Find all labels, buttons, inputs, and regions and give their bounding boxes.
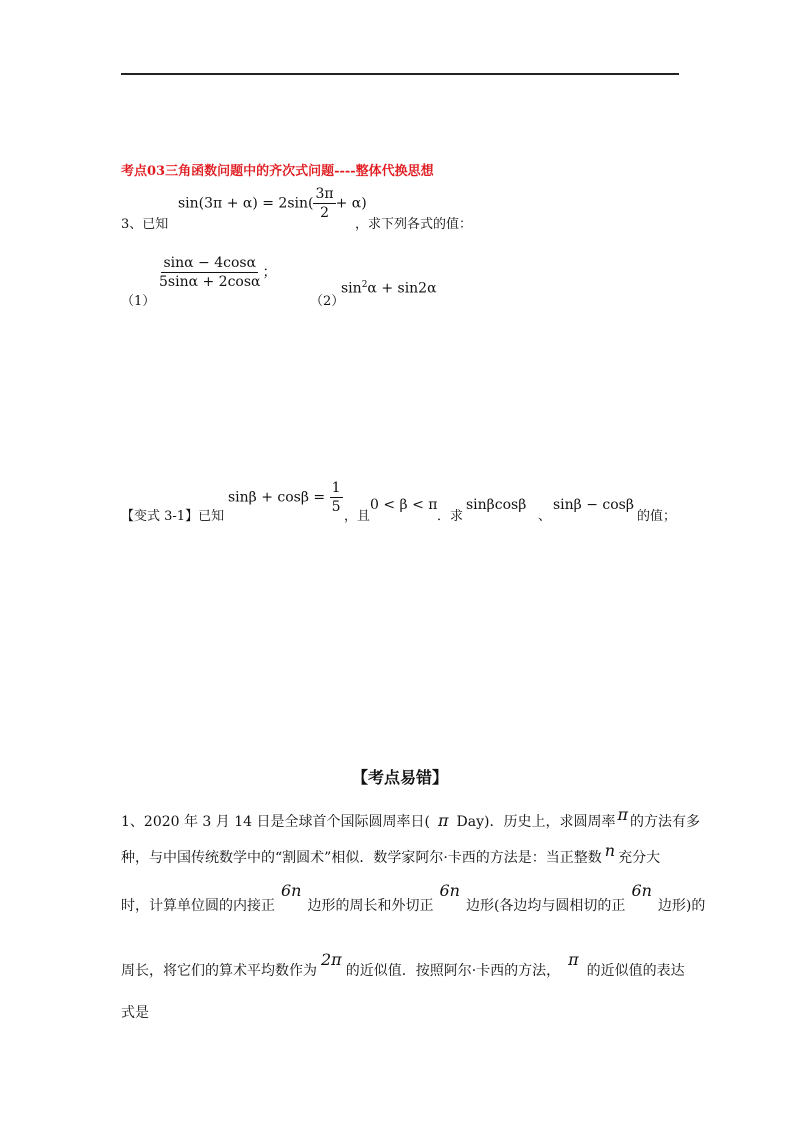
part1-tail: ；	[262, 264, 277, 281]
given-left: sin(3π + α) = 2sin(	[178, 195, 314, 212]
q1-line1-a: 1、2020 年 3 月 14 日是全球首个国际圆周率日(	[121, 814, 430, 830]
variant-range: 0 < β < π	[370, 497, 438, 513]
header-rule	[121, 73, 679, 75]
q1-line3-a: 时，计算单位圆的内接正	[121, 898, 275, 914]
variant-sep: 、	[538, 509, 552, 524]
six-n-symbol-3: 6n	[631, 881, 652, 900]
q1-line1-b: Day)．历史上，求圆周率	[456, 814, 616, 830]
six-n-symbol-1: 6n	[281, 881, 302, 900]
part1-den: 5sinα + 2cosα	[159, 274, 261, 290]
q1-line1-c: 的方法有多	[629, 814, 700, 830]
part1-label: （1）	[121, 294, 156, 309]
q1-line3-b: 边形的周长和外切正	[307, 898, 434, 914]
given-right: + α)	[335, 195, 367, 212]
part2-a: sin	[341, 280, 362, 297]
pitfalls-heading: 【考点易错】	[351, 768, 448, 787]
pi-symbol-2: π	[617, 805, 628, 824]
part2-label: （2）	[310, 294, 345, 309]
question1-line2	[121, 841, 661, 867]
variant-equation	[228, 480, 343, 515]
given-frac-den: 2	[320, 205, 329, 221]
pi-symbol-1: π	[437, 811, 449, 830]
part1-fraction	[157, 255, 263, 290]
question1-line4	[121, 950, 685, 980]
part2-expression	[341, 280, 437, 297]
section-title: 考点03三角函数问题中的齐次式问题----整体代换思想	[121, 164, 434, 179]
q1-line2-b: 充分大	[618, 850, 661, 866]
part2-b: α + sin2α	[367, 280, 437, 297]
given-frac-num: 3π	[315, 186, 334, 202]
problem3-number: 3、已知	[121, 217, 169, 232]
two-pi-symbol: 2π	[321, 950, 342, 969]
pi-symbol-3: π	[568, 950, 579, 969]
variant-label: 【变式 3-1】已知	[121, 509, 225, 524]
problem3-ask: ，求下列各式的值：	[355, 217, 473, 232]
question1-line3	[121, 881, 706, 915]
variant-fraction	[330, 480, 343, 515]
variant-ask: ．求	[437, 509, 464, 524]
q1-line3-c: 边形(各边均与圆相切的正	[465, 898, 626, 914]
q1-line3-d: 边形)的	[657, 898, 706, 914]
q1-line4-b: 的近似值．按照阿尔·卡西的方法，	[345, 963, 561, 979]
variant-and: ，且	[344, 509, 371, 524]
q1-line4-a: 周长，将它们的算术平均数作为	[121, 963, 317, 979]
variant-frac-num: 1	[331, 480, 341, 496]
variant-frac-den: 5	[331, 499, 341, 515]
given-fraction	[313, 186, 335, 221]
part2-exponent: 2	[361, 280, 368, 290]
question1-line1	[121, 805, 700, 831]
question1-line5: 式是	[121, 1005, 149, 1021]
part1-expression	[157, 255, 277, 290]
six-n-symbol-2: 6n	[439, 881, 460, 900]
part1-num: sinα − 4cosα	[163, 255, 257, 271]
variant-tail: 的值；	[637, 509, 677, 524]
q1-line4-c: 的近似值的表达	[586, 963, 685, 979]
n-symbol: n	[604, 841, 616, 860]
variant-expr1: sinβcosβ	[466, 497, 527, 513]
variant-eq-left: sinβ + cosβ =	[228, 489, 326, 506]
problem3-given-equation	[178, 186, 367, 221]
variant-expr2: sinβ − cosβ	[553, 497, 634, 513]
q1-line2-a: 种，与中国传统数学中的“割圆术”相似．数学家阿尔·卡西的方法是：当正整数	[121, 850, 602, 866]
